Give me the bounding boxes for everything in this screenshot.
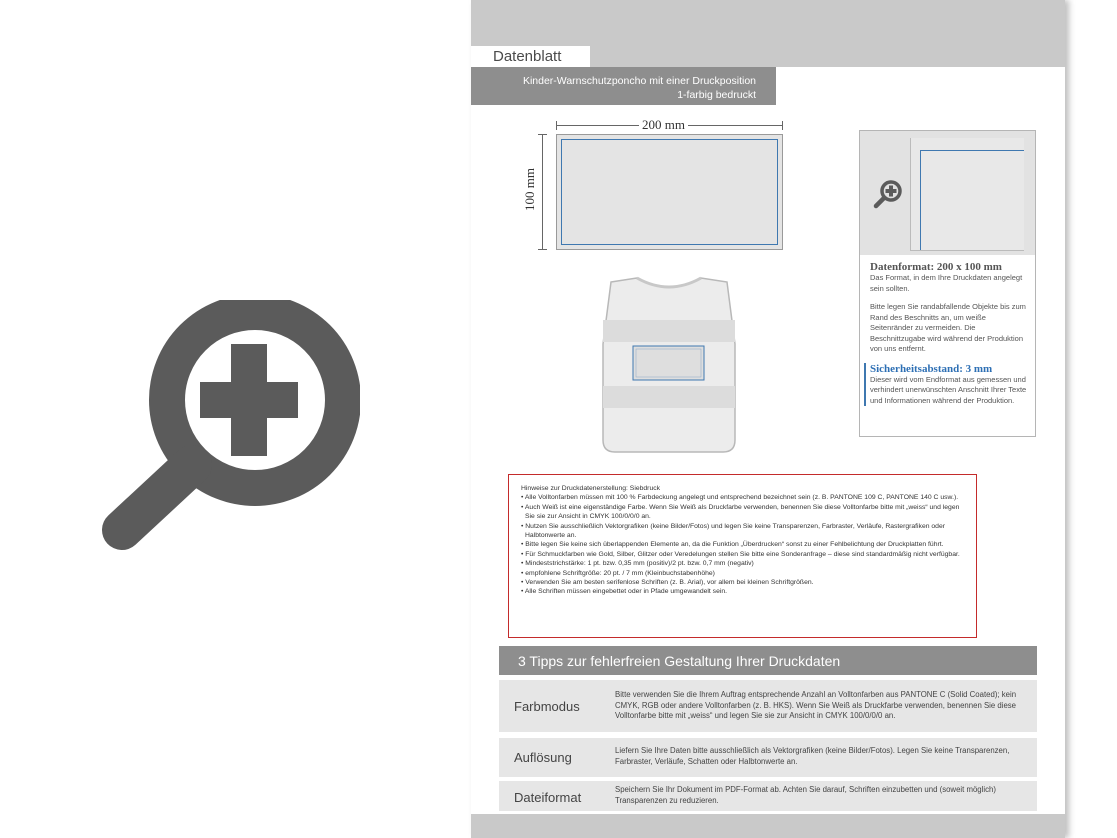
subtitle-line-2: 1-farbig bedruckt xyxy=(677,89,756,101)
safety-description: Dieser wird vom Endformat aus gemessen und verhindert unerwünschten Anschnitt Ihrer Texte und Informationen während der Produktion. xyxy=(870,374,1027,405)
height-label: 100 mm xyxy=(522,165,538,214)
print-area-preview xyxy=(556,134,783,250)
corner-safety-line xyxy=(920,150,1024,250)
hint-item: • Alle Schriften müssen eingebettet oder in Pfade umgewandelt sein. xyxy=(521,588,728,596)
tip-text: Bitte verwenden Sie die Ihrem Auftrag entsprechende Anzahl an Volltonfarben aus PANTONE C (Solid Coated); kein CMYK, RGB oder andere Volltonfarben (z. B. HKS). Wenn Sie Weiß als Druckfarbe verwenden, benennen Sie diese Volltonfarbe bitte mit „weiss“ und legen Sie sie zur Ansicht in CMYK 100/0/0/0 an. xyxy=(615,690,1017,720)
safety-title: Sicherheitsabstand: 3 mm xyxy=(870,362,993,375)
format-info-text xyxy=(860,255,1035,436)
bleed-description: Bitte legen Sie randabfallende Objekte bis zum Rand des Beschnitts an, um weiße Seitenränder zu vermeiden. Die Beschnittzugabe wird während der Produktion von uns entfernt. xyxy=(870,302,1026,353)
hint-item: • Für Schmuckfarben wie Gold, Silber, Glitzer oder Veredelungen stellen Sie bitte eine Sonderanfrage – diese sind standardmäßig nicht verfügbar. xyxy=(521,550,960,558)
tip-label: Auflösung xyxy=(514,750,572,765)
zoom-in-icon[interactable] xyxy=(100,300,360,560)
hint-item: • Bitte legen Sie keine sich überlappenden Elemente an, da die Funktion „Überdrucken“ sonst zu einer Fehlbelichtung der Druckplatten führt. xyxy=(521,541,944,549)
corner-detail-thumbnail xyxy=(910,138,1024,251)
height-tick-top xyxy=(538,134,547,135)
tip-text: Speichern Sie Ihr Dokument im PDF-Format ab. Achten Sie darauf, Schriften einzubetten und (soweit möglich) Transparenzen zu reduzieren. xyxy=(615,785,996,805)
tip-text: Liefern Sie Ihre Daten bitte ausschließlich als Vektorgrafiken (keine Bilder/Fotos). Legen Sie keine Transparenzen, Farbraster, Verläufe, Schatten oder Halbtonwerte an. xyxy=(615,746,1010,766)
format-info-box xyxy=(859,130,1036,437)
format-title: Datenformat: 200 x 100 mm xyxy=(870,261,1002,273)
hint-item: • Verwenden Sie am besten serifenlose Schriften (z. B. Arial), vor allem bei kleinen Schriftgrößen. xyxy=(521,579,814,587)
width-tick-left xyxy=(556,121,557,130)
tips-header: 3 Tipps zur fehlerfreien Gestaltung Ihrer Druckdaten xyxy=(499,646,1037,675)
format-description: Das Format, in dem Ihre Druckdaten angelegt sein sollten. xyxy=(870,273,1023,293)
tip-row-resolution xyxy=(499,738,1037,777)
datasheet-title: Datenblatt xyxy=(471,46,590,67)
tip-label: Farbmodus xyxy=(514,699,580,714)
hints-list xyxy=(521,493,964,596)
safety-frame xyxy=(561,139,778,245)
hint-item: • Alle Volltonfarben müssen mit 100 % Farbdeckung angelegt und entsprechend bezeichnet sein (z. B. PANTONE 109 C, PANTONE 140 C usw.). xyxy=(521,494,959,502)
zoom-in-icon[interactable] xyxy=(872,179,904,211)
hint-item: • empfohlene Schriftgröße: 20 pt. / 7 mm (Kleinbuchstabenhöhe) xyxy=(521,569,715,577)
header-band xyxy=(471,0,1065,46)
subtitle-line-1: Kinder-Warnschutzponcho mit einer Druckposition xyxy=(522,75,756,87)
hint-item: • Nutzen Sie ausschließlich Vektorgrafiken (keine Bilder/Fotos) und legen Sie keine Transparenzen, Farbraster, Verläufe, Rastergrafiken oder Halbtonwerte an. xyxy=(521,522,946,540)
height-tick-bottom xyxy=(538,249,547,250)
height-dimension-line xyxy=(542,134,543,250)
tip-row-color-mode xyxy=(499,680,1037,732)
product-subtitle xyxy=(471,67,776,105)
hint-item: • Mindeststrichstärke: 1 pt. bzw. 0,35 mm (positiv)/2 pt. bzw. 0,7 mm (negativ) xyxy=(521,560,754,568)
poncho-illustration xyxy=(599,274,739,454)
width-tick-right xyxy=(782,121,783,130)
hint-item: • Auch Weiß ist eine eigenständige Farbe. Wenn Sie Weiß als Druckfarbe verwenden, benennen Sie diese Volltonfarbe bitte mit „weiss“ und legen Sie sie zur Ansicht in CMYK 100/0/0/0 an. xyxy=(521,503,960,521)
hints-title: Hinweise zur Druckdatenerstellung: Siebdruck xyxy=(521,485,661,492)
tip-label: Dateiformat xyxy=(514,790,582,805)
footer-band xyxy=(471,814,1065,838)
safety-section xyxy=(864,363,1027,407)
width-label: 200 mm xyxy=(639,117,688,133)
datasheet-page xyxy=(471,0,1065,838)
print-hints-box xyxy=(508,474,977,638)
tip-row-file-format xyxy=(499,781,1037,811)
